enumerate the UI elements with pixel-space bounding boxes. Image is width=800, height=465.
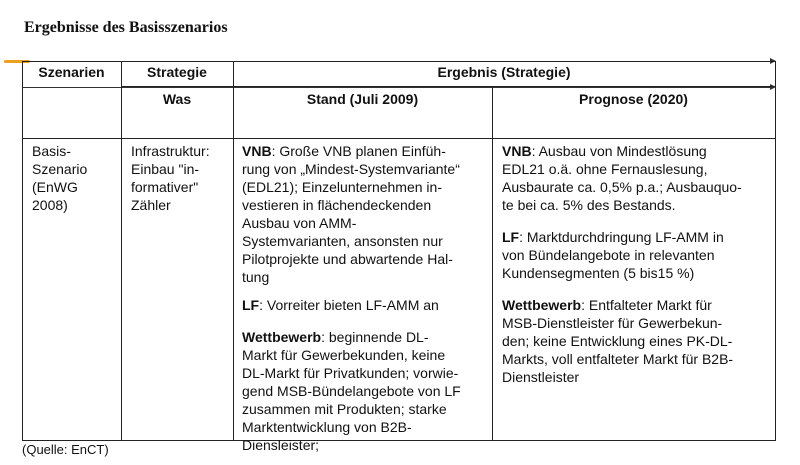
prognose-wb-label: Wettbewerb (502, 297, 582, 313)
header-ergebnis: Ergebnis (Strategie) (437, 64, 571, 80)
prognose-lf-text: : Marktdurchdringung LF-AMM in von Bündelangebote in relevanten Kundensegmenten (5 bis15 %) (502, 229, 724, 281)
stand-wb-label: Wettbewerb (242, 329, 322, 345)
prognose-wettbewerb (502, 296, 774, 386)
arrow-line-mid (22, 87, 770, 88)
cell-scenario (32, 142, 118, 224)
cell-stand (242, 142, 490, 464)
stand-vnb-label: VNB (242, 143, 272, 159)
stand-wettbewerb (242, 328, 490, 454)
stand-vnb (242, 142, 490, 286)
prognose-vnb-label: VNB (502, 143, 532, 159)
source-note: (Quelle: EnCT) (22, 442, 109, 457)
stand-vnb-text: : Große VNB planen Einfüh- rung von „Mindest-Systemvariante“ (EDL21); Einzelunternehmen in- vestieren in flächendeckenden Ausbau von AMM- Systemvarianten, ansonsten nur Pilotprojekte und abwartende Hal- tung (242, 143, 460, 285)
header-szenarien: Szenarien (38, 64, 105, 80)
prognose-lf-label: LF (502, 229, 520, 245)
cell-strategy (131, 142, 231, 224)
prognose-wb-text: : Entfalteter Markt für MSB-Dienstleister für Gewerbekun- den; keine Entwicklung eines PK-DL- Markts, voll entfalteter Markt für B2B- Dienstleister (502, 297, 734, 385)
header-strategie: Strategie (147, 64, 207, 80)
prognose-lf (502, 228, 774, 282)
cell-prognose (502, 142, 774, 396)
prognose-vnb-text: : Ausbau von Mindestlösung EDL21 o.ä. ohne Fernauslesung, Ausbaurate ca. 0,5% p.a.; Ausbauquo- te bei ca. 5% des Bestands. (502, 143, 742, 213)
stand-lf (242, 296, 490, 314)
scenario-text: Basis- Szenario (EnWG 2008) (32, 143, 88, 213)
stand-lf-label: LF (242, 297, 260, 313)
header-stand: Stand (Juli 2009) (306, 91, 419, 107)
header-was: Was (162, 91, 192, 107)
stand-lf-text: : Vorreiter bieten LF-AMM an (259, 297, 439, 313)
prognose-vnb (502, 142, 774, 214)
stand-wb-text: : beginnende DL- Markt für Gewerbekunden, keine DL-Markt für Privatkunden; vorwie- gend MSB-Bündelangebote von LF zusammen mit Produkten; starke Marktentwicklung von B2B- Diensleister; (242, 329, 461, 453)
header-prognose: Prognose (2020) (579, 91, 688, 107)
document-title: Ergebnisse des Basisszenarios (24, 19, 228, 36)
strategy-text: Infrastruktur: Einbau "in- formativer" Zähler (131, 143, 210, 213)
